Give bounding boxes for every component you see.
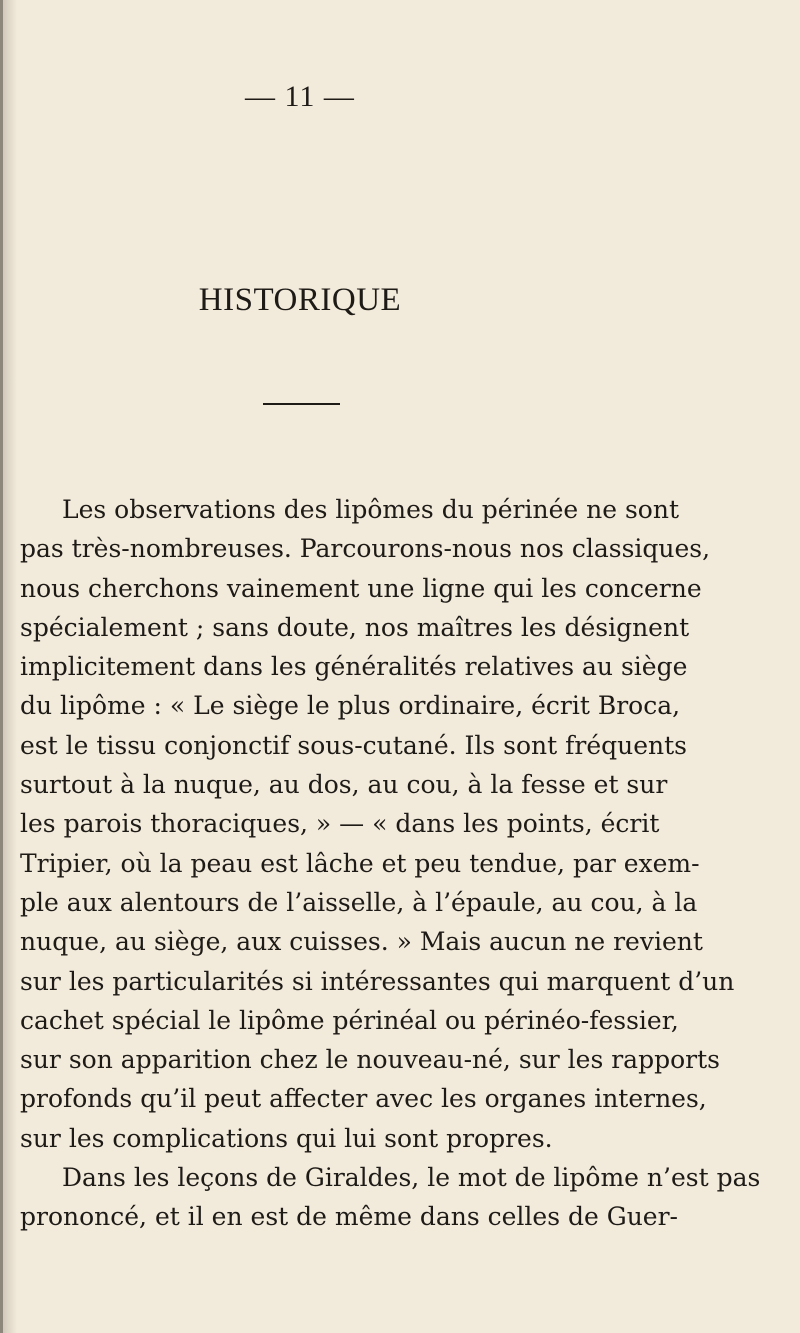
text-line: pas très-nombreuses. Parcourons-nous nos classiques, [20,534,711,564]
text-line: Tripier, où la peau est lâche et peu tendue, par exem- [20,848,700,878]
text-line: sur son apparition chez le nouveau-né, sur les rapports [20,1045,720,1075]
text-line: sur les particularités si intéressantes qui marquent d’un [20,966,735,996]
gutter-shadow [3,0,17,1333]
text-line: les parois thoraciques, » — « dans les points, écrit [20,809,660,839]
body-text [20,490,761,1237]
text-line: profonds qu’il peut affecter avec les organes internes, [20,1084,707,1114]
section-title: HISTORIQUE [198,282,402,318]
text-line: implicitement dans les généralités relatives au siège [20,652,688,682]
text-line: Dans les leçons de Giraldes, le mot de lipôme n’est pas [62,1163,761,1193]
text-line: du lipôme : « Le siège le plus ordinaire, écrit Broca, [20,691,681,721]
text-line: Les observations des lipômes du périnée ne sont [62,495,680,524]
text-line: nuque, au siège, aux cuisses. » Mais aucun ne revient [20,927,703,957]
text-line: sur les complications qui lui sont propres. [20,1123,553,1153]
title-rule [263,403,340,405]
text-line: est le tissu conjonctif sous-cutané. Ils sont fréquents [20,730,688,760]
text-line: surtout à la nuque, au dos, au cou, à la fesse et sur [20,770,668,800]
text-line: cachet spécial le lipôme périnéal ou périnéo-fessier, [20,1005,679,1035]
text-line: spécialement ; sans doute, nos maîtres les désignent [20,612,690,642]
text-line: prononcé, et il en est de même dans celles de Guer- [20,1202,678,1232]
text-line: ple aux alentours de l’aisselle, à l’épaule, au cou, à la [20,887,698,917]
text-line: nous cherchons vainement une ligne qui les concerne [20,573,702,603]
page-number: — 11 — [245,80,355,113]
